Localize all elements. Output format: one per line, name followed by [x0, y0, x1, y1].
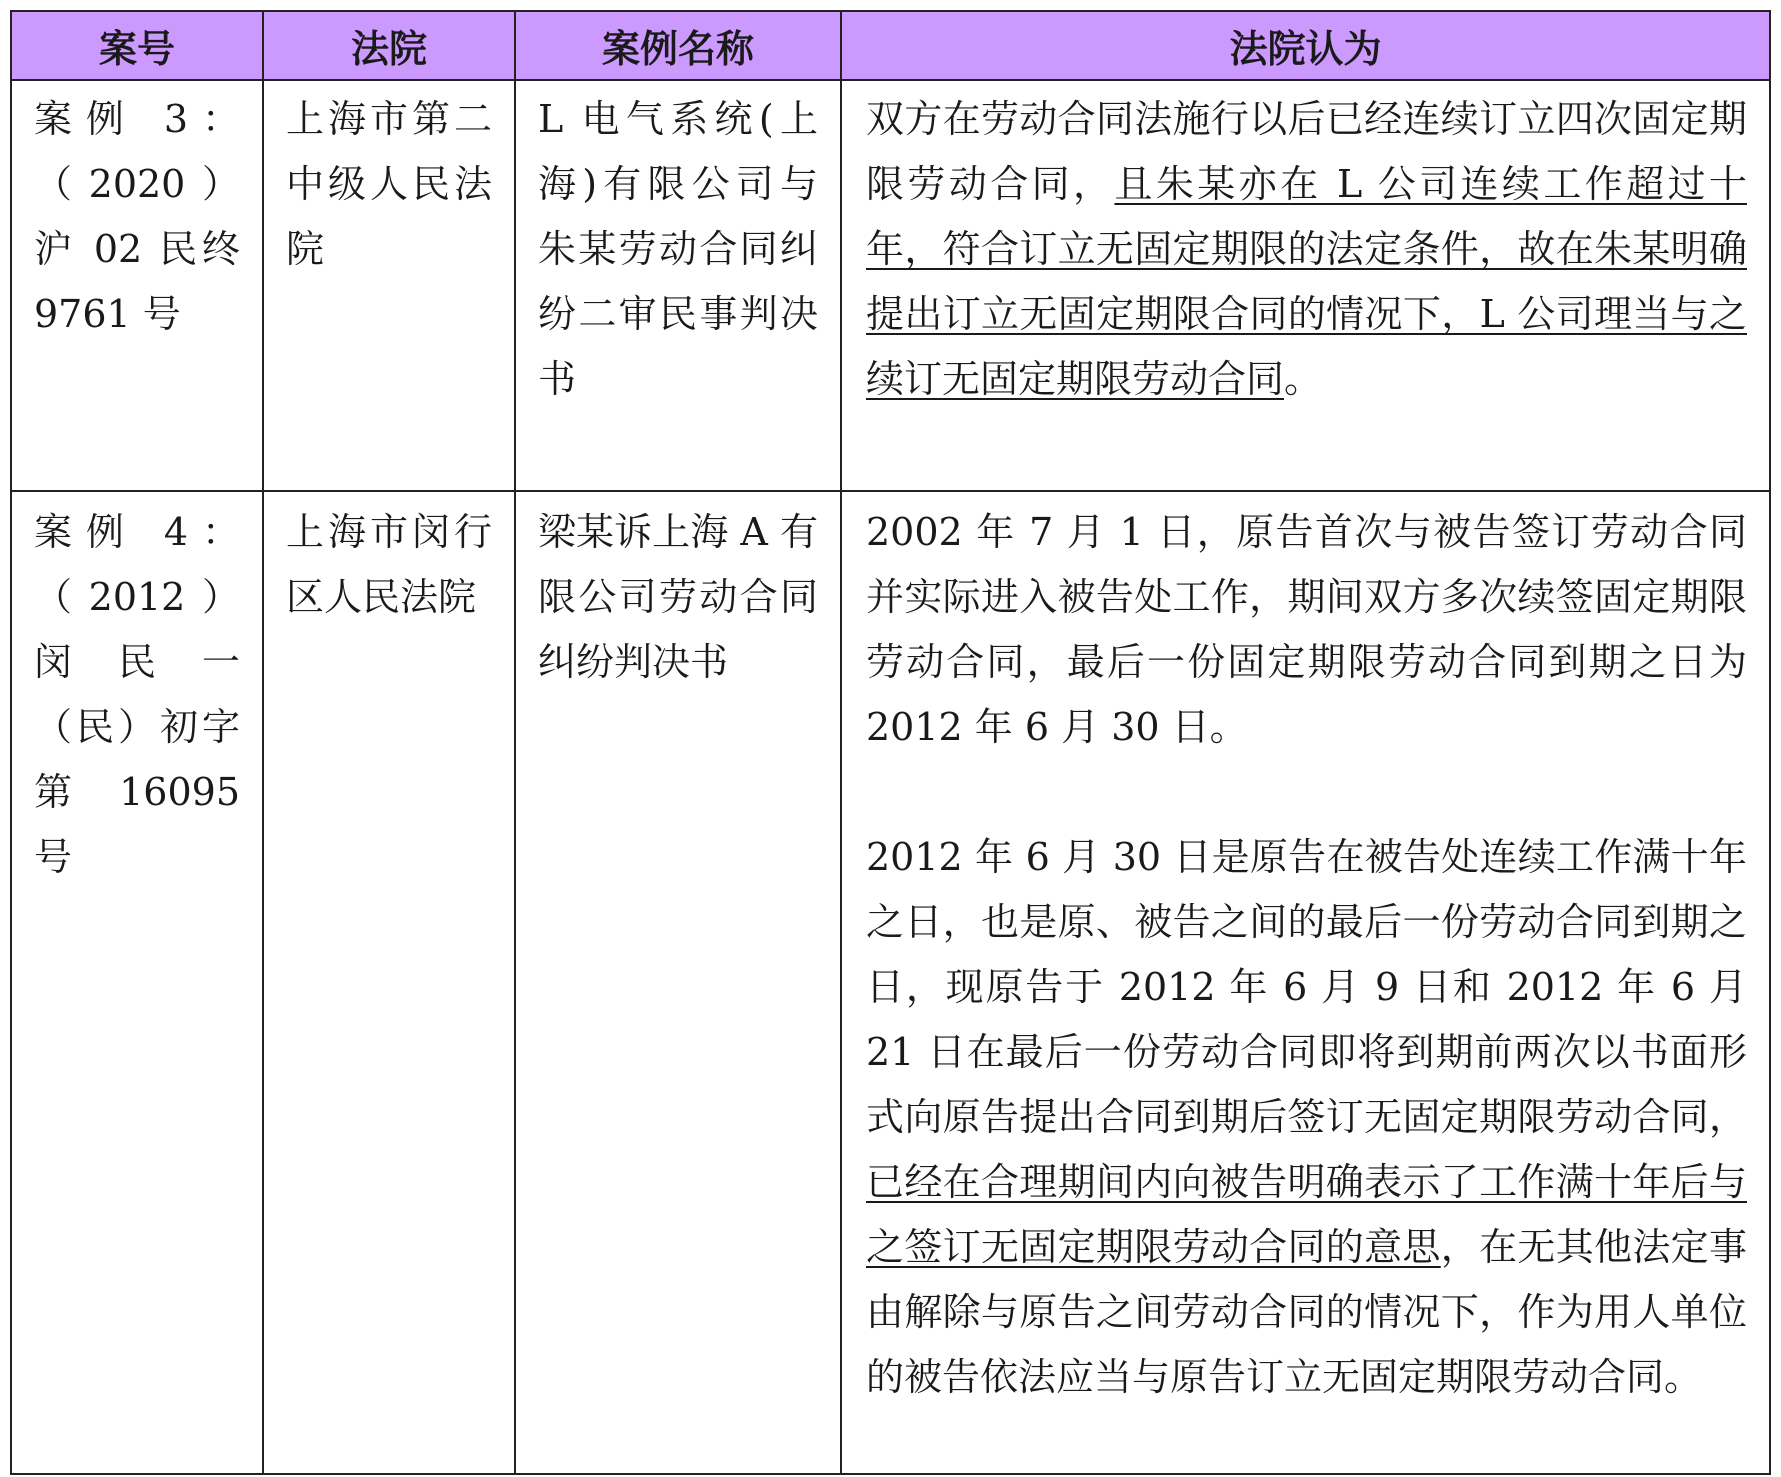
underlined-holding: 且朱某亦在 L 公司连续工作超过十年，符合订立无固定期限的法定条件，故在朱某明确提出订立无固定期限合同的情况下，L 公司理当与之续订无固定期限劳动合同: [866, 162, 1747, 401]
table-header-row: [10, 10, 1771, 81]
case-number-cell: 案例 4：（2012）闵民一（民）初字第 16095 号: [10, 490, 262, 1473]
header-case-name: 案例名称: [514, 12, 840, 79]
opinion-paragraph: [866, 87, 1747, 412]
court-opinion-cell: [840, 490, 1771, 1473]
case-number-cell: 案例 3：（2020）沪 02 民终 9761 号: [10, 77, 262, 490]
header-court-opinion: 法院认为: [840, 12, 1771, 79]
header-court: 法院: [262, 12, 514, 79]
opinion-paragraph-2: [866, 825, 1747, 1410]
paragraph-gap: [866, 760, 1747, 825]
court-cell: 上海市闵行区人民法院: [262, 490, 514, 1473]
table-row: [10, 490, 1771, 1475]
case-name-cell: L 电气系统(上海)有限公司与朱某劳动合同纠纷二审民事判决书: [514, 77, 840, 490]
case-table: [10, 10, 1771, 1473]
opinion-text: 双方在劳动合同法施行以后已经连续订立四次固定期限劳动合同，: [866, 97, 1747, 206]
underlined-holding: 已经在合理期间内向被告明确表示了工作满十年后与之签订无固定期限劳动合同的意思: [866, 1160, 1747, 1269]
court-opinion-cell: [840, 77, 1771, 490]
case-name-cell: 梁某诉上海 A 有限公司劳动合同纠纷判决书: [514, 490, 840, 1473]
opinion-text: 2012 年 6 月 30 日是原告在被告处连续工作满十年之日，也是原、被告之间的最后一份劳动合同到期之日，现原告于 2012 年 6 月 9 日和 2012 年 6 月 21 日在最后一份劳动合同即将到期前两次以书面形式向原告提出合同到期后签订无固定期限劳动合同，: [866, 835, 1747, 1139]
opinion-paragraph-1: 2002 年 7 月 1 日，原告首次与被告签订劳动合同并实际进入被告处工作，期间双方多次续签固定期限劳动合同，最后一份固定期限劳动合同到期之日为 2012 年 6 月 30 日。: [866, 510, 1747, 749]
opinion-text-end: 。: [1284, 357, 1323, 401]
table-row: [10, 77, 1771, 492]
court-cell: 上海市第二中级人民法院: [262, 77, 514, 490]
opinion-text-end: ，在无其他法定事由解除与原告之间劳动合同的情况下，作为用人单位的被告依法应当与原告订立无固定期限劳动合同。: [866, 1225, 1747, 1399]
header-case-number: 案号: [10, 12, 262, 79]
